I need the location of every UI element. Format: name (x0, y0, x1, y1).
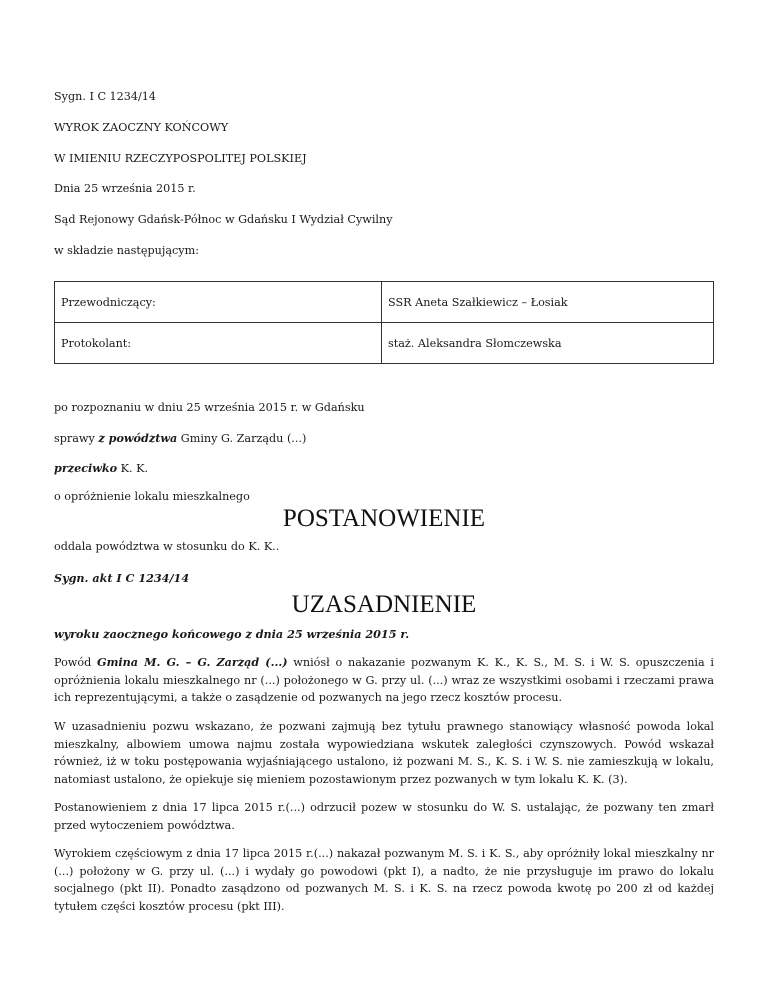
court-name: Sąd Rejonowy Gdańsk-Północ w Gdańsku I Wydział Cywilny (54, 213, 393, 226)
judgment-date: Dnia 25 września 2015 r. (54, 182, 196, 195)
court-panel-table (54, 281, 714, 364)
file-number: Sygn. akt I C 1234/14 (54, 571, 190, 585)
judgment-title: WYROK ZAOCZNY KOŃCOWY (54, 121, 229, 134)
justification-heading: UZASADNIENIE (291, 591, 477, 618)
invocation-line: W IMIENIU RZECZYPOSPOLITEJ POLSKIEJ (54, 152, 307, 165)
table-row (55, 323, 714, 364)
case-signature: Sygn. I C 1234/14 (54, 90, 157, 103)
panel-role: Przewodniczący: (55, 282, 382, 323)
claim-party: Gminy G. Zarządu (...) (177, 432, 307, 445)
panel-role: Protokolant: (55, 323, 382, 364)
paragraph-3: Postanowieniem z dnia 17 lipca 2015 r.(...) odrzucił pozew w stosunku do W. S. ustalając, że pozwany ten zmarł przed wytoczeniem powództwa. (54, 801, 714, 832)
composition-line: w składzie następującym: (54, 244, 199, 257)
p1-text: wniósł o nakazanie pozwanym K. K., K. S., M. S. i W. S. opuszczenia i opróżnienia lokalu mieszkalnego nr (...) położonego w G. przy ul. (...) wraz ze wszystkimi osobami i rzeczami prawa ich reprezentującymi, a także o zasądzenie od pozwanych na jego rzecz kosztów procesu. (54, 656, 714, 704)
p1-start: Powód (54, 656, 98, 669)
p1-plaintiff: Gmina M. G. – G. Zarząd (...) (97, 655, 288, 669)
justification-subtitle: wyroku zaocznego końcowego z dnia 25 września 2015 r. (54, 627, 410, 641)
claim-emphasis: z powództwa (98, 431, 178, 445)
paragraph-4: Wyrokiem częściowym z dnia 17 lipca 2015 r.(...) nakazał pozwanym M. S. i K. S., aby opróżniły lokal mieszkalny nr (...) położony w G. przy ul. (...) i wydały go powodowi (pkt I), a nadto, że nie przysługuje im prawo do lokalu socjalnego (pkt II). Ponadto zasądzono od pozwanych M. S. i K. S. na rzecz powoda kwotę po 200 zł od każdej tytułem części kosztów procesu (pkt III). (54, 847, 714, 913)
decision-text: oddala powództwa w stosunku do K. K.. (54, 540, 280, 553)
claim-prefix: sprawy (54, 432, 95, 445)
against-party: K. K. (117, 462, 149, 475)
against-emphasis: przeciwko (54, 461, 118, 475)
paragraph-2: W uzasadnieniu pozwu wskazano, że pozwani zajmują bez tytułu prawnego stanowiący własność powoda lokal mieszkalny, albowiem umowa najmu została wypowiedziana wskutek zaległości czynszowych. Powód wskazał również, iż w toku postępowania wyjaśniającego ustalono, iż pozwani M. S., K. S. i W. S. nie zamieszkują w lokalu, natomiast ustalono, że opiekuje się mieniem pozostawionym przez pozwanych w tym lokalu K. K. (3). (54, 720, 714, 786)
against-line (54, 461, 148, 476)
decision-heading: POSTANOWIENIE (282, 505, 486, 532)
subject-line: o opróżnienie lokalu mieszkalnego (54, 490, 250, 503)
paragraph-1 (54, 654, 714, 707)
table-row (55, 282, 714, 323)
panel-name: staż. Aleksandra Słomczewska (382, 323, 714, 364)
claim-line (54, 431, 306, 446)
hearing-line: po rozpoznaniu w dniu 25 września 2015 r. w Gdańsku (54, 401, 365, 414)
panel-name: SSR Aneta Szałkiewicz – Łosiak (382, 282, 714, 323)
